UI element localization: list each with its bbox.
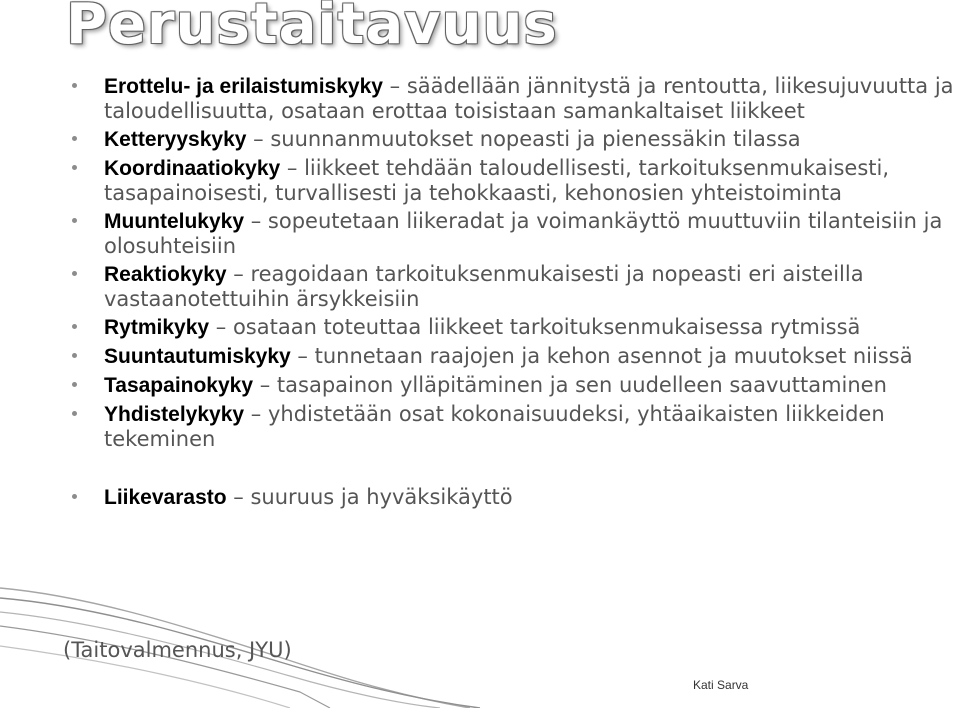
bullet-dot	[72, 411, 77, 416]
source-citation: (Taitovalmennus, JYU)	[63, 638, 292, 662]
list-item	[72, 315, 960, 340]
item-description: suunnanmuutokset nopeasti ja pienessäkin tilassa	[270, 127, 801, 151]
bullet-dot	[72, 165, 77, 170]
author-name: Kati Sarva	[693, 678, 749, 692]
list-item	[72, 344, 960, 369]
item-term: Reaktiokyky	[104, 263, 227, 286]
list-item	[72, 373, 960, 398]
list-item	[72, 209, 960, 258]
list-item	[72, 156, 960, 205]
item-term: Liikevarasto	[104, 486, 227, 509]
item-description: yhdistetään osat kokonaisuudeksi, yhtäaikaisten liikkeiden tekeminen	[104, 402, 885, 451]
list-item-extra	[72, 485, 960, 510]
bullet-dot	[72, 218, 77, 223]
item-term: Ketteryyskyky	[104, 128, 247, 151]
item-description: sopeutetaan liikeradat ja voimankäyttö muuttuviin tilanteisiin ja olosuhteisiin	[104, 209, 943, 258]
item-dash: –	[389, 74, 401, 98]
bullet-dot	[72, 271, 77, 276]
item-dash: –	[233, 485, 244, 509]
list-item	[72, 262, 960, 311]
item-description: suuruus ja hyväksikäyttö	[250, 485, 513, 509]
item-description: säädellään jännitystä ja rentoutta, liikesujuvuutta ja taloudellisuutta, osataan erottaa toisistaan samankaltaiset liikkeet	[104, 74, 954, 123]
item-term: Suuntautumiskyky	[104, 345, 291, 368]
item-term: Erottelu- ja erilaistumiskyky	[104, 75, 383, 98]
item-term: Muuntelukyky	[104, 210, 245, 233]
bullet-dot	[72, 382, 77, 387]
item-dash: –	[297, 344, 308, 368]
bullet-dot	[72, 324, 77, 329]
bullet-dot	[72, 353, 77, 358]
item-term: Rytmikyky	[104, 316, 210, 339]
list-item	[72, 127, 960, 152]
item-dash: –	[253, 127, 264, 151]
item-dash: –	[259, 373, 271, 397]
item-description: reagoidaan tarkoituksenmukaisesti ja nopeasti eri aisteilla vastaanotettuihin ärsykkeisiin	[104, 262, 864, 311]
item-description: tasapainon ylläpitäminen ja sen uudelleen saavuttaminen	[276, 373, 887, 397]
item-dash: –	[215, 315, 227, 339]
item-description: osataan toteuttaa liikkeet tarkoituksenmukaisessa rytmissä	[232, 315, 861, 339]
slide-title: Perustaitavuus	[66, 0, 558, 57]
bullet-list	[72, 74, 960, 510]
item-description: tunnetaan raajojen ja kehon asennot ja muutokset niissä	[314, 344, 913, 368]
bullet-dot	[72, 83, 77, 88]
list-item	[72, 402, 960, 451]
item-term: Tasapainokyky	[104, 374, 254, 397]
item-dash: –	[233, 262, 244, 286]
list-item	[72, 74, 960, 123]
item-dash: –	[250, 402, 262, 426]
item-description: liikkeet tehdään taloudellisesti, tarkoituksenmukaisesti, tasapainoisesti, turvallisesti ja tehokkaasti, kehonosien yhteistoiminta	[104, 156, 890, 205]
item-dash: –	[250, 209, 262, 233]
item-term: Koordinaatiokyky	[104, 157, 281, 180]
bullet-dot	[72, 494, 77, 499]
bullet-dot	[72, 136, 77, 141]
item-dash: –	[286, 156, 298, 180]
item-term: Yhdistelykyky	[104, 403, 245, 426]
